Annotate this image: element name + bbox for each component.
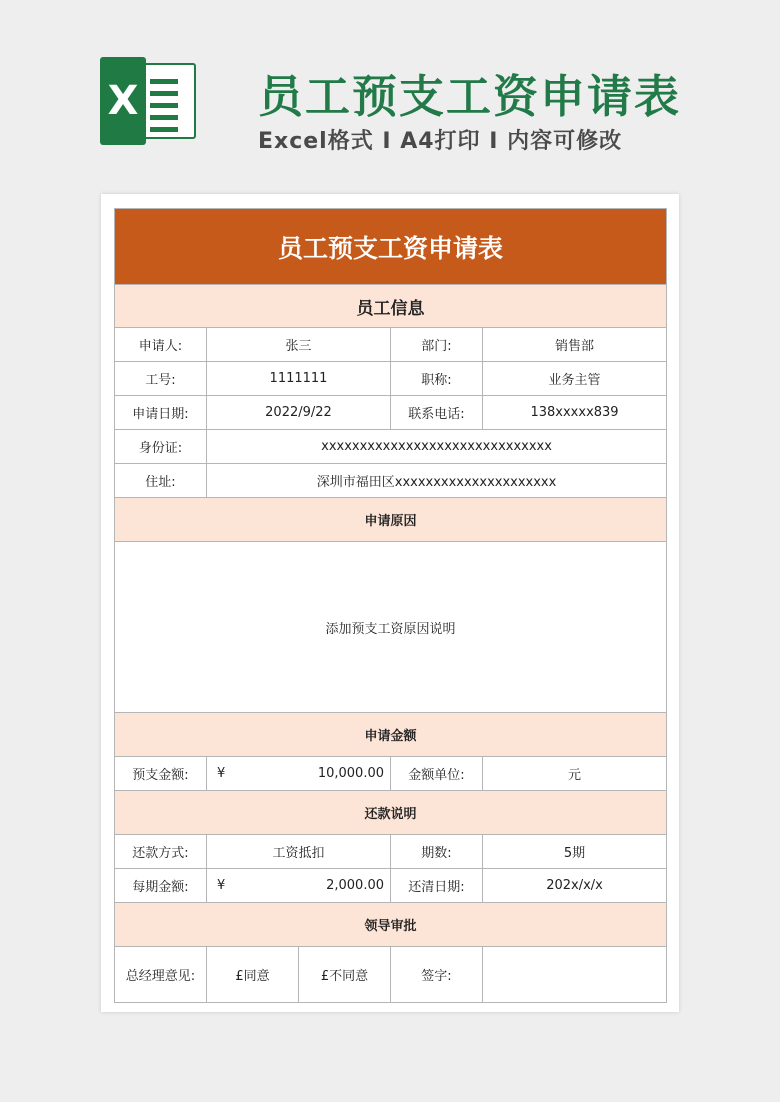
section-amount: 申请金额 xyxy=(115,713,667,757)
section-employee-info: 员工信息 xyxy=(115,285,667,328)
signature-field[interactable] xyxy=(483,947,667,1003)
per-period-amount: 2,000.00 xyxy=(326,878,384,893)
repay-method-label: 还款方式: xyxy=(115,835,207,869)
gm-opinion-label: 总经理意见: xyxy=(115,947,207,1003)
department-label: 部门: xyxy=(391,328,483,362)
per-period-label: 每期金额: xyxy=(115,869,207,903)
phone-label: 联系电话: xyxy=(391,396,483,430)
logo-line xyxy=(150,103,178,108)
disagree-checkbox[interactable]: £不同意 xyxy=(299,947,391,1003)
id-no-label: 工号: xyxy=(115,362,207,396)
logo-line xyxy=(150,91,178,96)
department-value[interactable]: 销售部 xyxy=(483,328,667,362)
advance-label: 预支金额: xyxy=(115,757,207,791)
id-no-value[interactable]: 1111111 xyxy=(207,362,391,396)
application-form xyxy=(114,208,667,1003)
address-label: 住址: xyxy=(115,464,207,498)
section-repayment: 还款说明 xyxy=(115,791,667,835)
advance-amount: 10,000.00 xyxy=(317,766,384,781)
periods-value[interactable]: 5期 xyxy=(483,835,667,869)
form-title: 员工预支工资申请表 xyxy=(115,209,667,285)
page-title: 员工预支工资申请表 xyxy=(258,70,682,123)
logo-line xyxy=(150,115,178,120)
reason-text[interactable]: 添加预支工资原因说明 xyxy=(115,542,667,713)
phone-value[interactable]: 138xxxxx839 xyxy=(483,396,667,430)
logo-line xyxy=(150,127,178,132)
repay-method-value[interactable]: 工资抵扣 xyxy=(207,835,391,869)
advance-amount-cell[interactable] xyxy=(207,757,391,791)
currency-symbol: ¥ xyxy=(217,878,226,893)
per-period-amount-cell[interactable] xyxy=(207,869,391,903)
periods-label: 期数: xyxy=(391,835,483,869)
date-label: 申请日期: xyxy=(115,396,207,430)
applicant-label: 申请人: xyxy=(115,328,207,362)
position-value[interactable]: 业务主管 xyxy=(483,362,667,396)
address-value[interactable]: 深圳市福田区xxxxxxxxxxxxxxxxxxxxx xyxy=(207,464,667,498)
section-reason: 申请原因 xyxy=(115,498,667,542)
repay-date-value[interactable]: 202x/x/x xyxy=(483,869,667,903)
signature-label: 签字: xyxy=(391,947,483,1003)
currency-symbol: ¥ xyxy=(217,766,226,781)
section-approval: 领导审批 xyxy=(115,903,667,947)
logo-line xyxy=(150,79,178,84)
idcard-value[interactable]: xxxxxxxxxxxxxxxxxxxxxxxxxxxxxx xyxy=(207,430,667,464)
excel-icon: X xyxy=(100,57,146,145)
unit-value[interactable]: 元 xyxy=(483,757,667,791)
page-subtitle: Excel格式 Ⅰ A4打印 Ⅰ 内容可修改 xyxy=(258,129,623,154)
excel-logo xyxy=(100,57,200,145)
position-label: 职称: xyxy=(391,362,483,396)
idcard-label: 身份证: xyxy=(115,430,207,464)
date-value[interactable]: 2022/9/22 xyxy=(207,396,391,430)
repay-date-label: 还清日期: xyxy=(391,869,483,903)
agree-checkbox[interactable]: £同意 xyxy=(207,947,299,1003)
applicant-value[interactable]: 张三 xyxy=(207,328,391,362)
unit-label: 金额单位: xyxy=(391,757,483,791)
